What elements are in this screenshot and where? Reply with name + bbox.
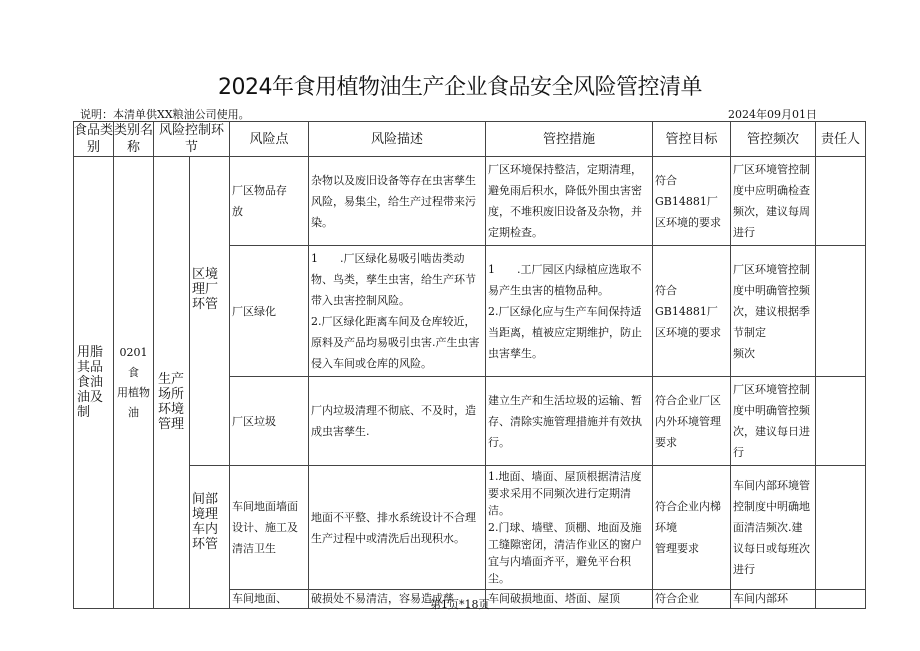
measures: 车间破损地面、塔面、屋顶	[486, 590, 653, 609]
risk-point: 厂区物品存 放	[230, 157, 309, 246]
category-name: 0201食 用植物 油	[114, 157, 154, 609]
frequency: 车间内部环境管控制度中明确地面清洁频次.建议每日或每班次进行	[731, 466, 816, 590]
risk-control-table	[73, 121, 866, 609]
risk-desc: 杂物以及废旧设备等存在虫害孳生风险，易集尘，给生产过程带来污染。	[309, 157, 486, 246]
frequency: 厂区环境管控制度中明确管控频次，建议每日进行	[731, 377, 816, 466]
frequency: 厂区环境管控制度中明确管控频次，建议根据季节制定 频次	[731, 246, 816, 377]
note-text: 说明：本清单供XX粮油公司使用。	[80, 108, 250, 121]
measures: 厂区环境保持整洁，定期清理，避免雨后积水，降低外围虫害密度，不堆积废旧设备及杂物，并定期检查。	[486, 157, 653, 246]
header-category-name: 类别名 称	[114, 123, 154, 155]
target: 符合企业	[653, 590, 731, 609]
page-number: 第1页*18页	[430, 598, 490, 611]
page-title: 2024年食用植物油生产企业食品安全风险管控清单	[218, 75, 702, 100]
risk-desc: 厂内垃圾清理不彻底、不及时，造成虫害孳生.	[309, 377, 486, 466]
header-target: 管控目标	[653, 122, 731, 157]
risk-point: 厂区垃圾	[230, 377, 309, 466]
risk-desc: 破损处不易清洁，容易造成孳	[309, 590, 486, 609]
frequency: 车间内部环	[731, 590, 816, 609]
risk-point: 车间地面墙面设计、施工及清洁卫生	[230, 466, 309, 590]
food-category: 用脂其品食油油及制	[74, 157, 114, 609]
owner	[816, 157, 866, 246]
control-stage: 生产场所环境管理	[154, 157, 190, 609]
substage-workshop-environment: 间部境理车内环管	[190, 466, 230, 609]
target: 符合GB14881厂区环境的要求	[653, 157, 731, 246]
risk-point: 厂区绿化	[230, 246, 309, 377]
header-risk-desc: 风险描述	[309, 122, 486, 157]
header-frequency: 管控频次	[731, 122, 816, 157]
measures: 建立生产和生活垃圾的运输、暂存、清除实施管理措施并有效执行。	[486, 377, 653, 466]
frequency: 厂区环境管控制度中应明确检查频次，建议每周进行	[731, 157, 816, 246]
measures: 1.地面、墙面、屋顶根据清洁度要求采用不同频次进行定期清洁。 2.门球、墙壁、顶棚、地面及施工缝隙密闭，清洁作业区的窗户宜与内墙面齐平，避免平台积尘。	[486, 466, 653, 590]
risk-desc: 1 .厂区绿化易吸引啮齿类动物、鸟类，孳生虫害，给生产环节带入虫害控制风险。 2.厂区绿化距离车间及仓库较近，原料及产品均易吸引虫害.产生虫害侵入车间或仓库的风险。	[309, 246, 486, 377]
substage-plant-environment: 区境理厂环管	[190, 157, 230, 466]
target: 符合企业内梯环境 管理要求	[653, 466, 731, 590]
owner	[816, 377, 866, 466]
risk-point: 车间地面、	[230, 590, 309, 609]
target: 符合企业厂区内外环境管理要求	[653, 377, 731, 466]
header-risk-point: 风险点	[230, 122, 309, 157]
owner	[816, 246, 866, 377]
measures: 1 .工厂园区内绿植应选取不易产生虫害的植物品种。 2.厂区绿化应与生产车间保持适当距离，植被应定期维护，防止虫害孳生。	[486, 246, 653, 377]
header-control-stage: 风险控制环节	[154, 122, 230, 157]
header-row	[74, 122, 866, 157]
owner	[816, 590, 866, 609]
risk-desc: 地面不平整、排水系统设计不合理生产过程中或清洗后出现积水。	[309, 466, 486, 590]
header-category: 食品类 别	[74, 123, 114, 155]
header-measures: 管控措施	[486, 122, 653, 157]
document-date: 2024年09月01日	[728, 108, 817, 121]
owner	[816, 466, 866, 590]
target: 符合GB14881厂区环境的要求	[653, 246, 731, 377]
table-row	[74, 157, 866, 246]
table-row	[74, 466, 866, 590]
header-owner: 责任人	[816, 122, 866, 157]
